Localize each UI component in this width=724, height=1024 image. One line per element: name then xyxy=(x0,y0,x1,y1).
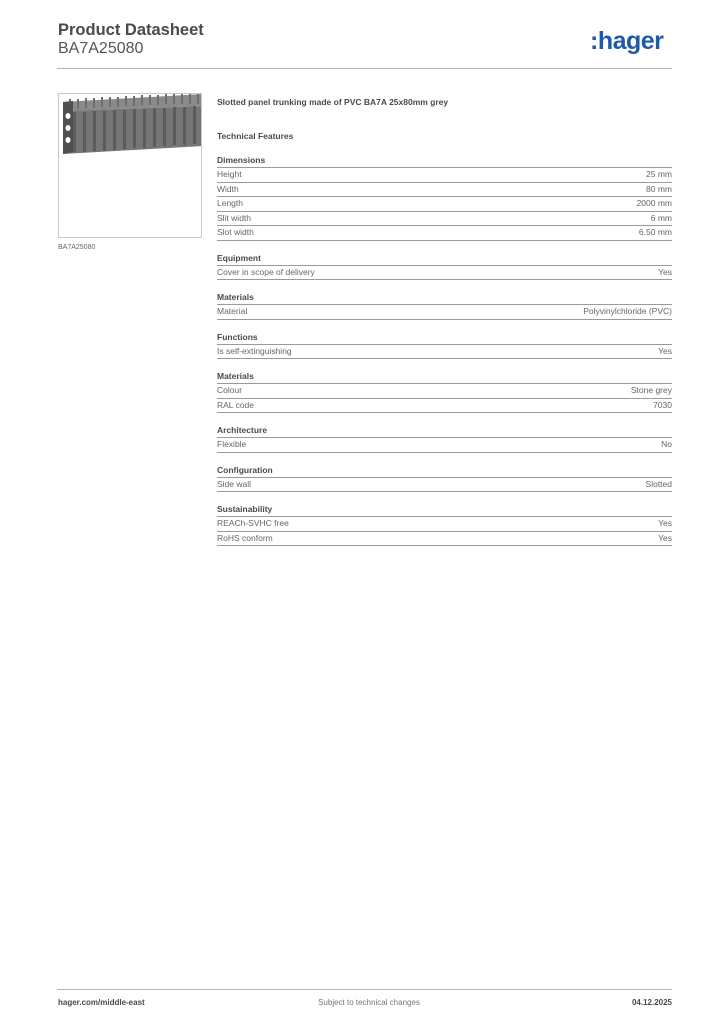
section-title: Functions xyxy=(217,331,672,345)
spec-row xyxy=(217,532,672,547)
spec-label: Cover in scope of delivery xyxy=(217,266,315,277)
section-title: Sustainability xyxy=(217,503,672,517)
section-architecture xyxy=(217,424,672,453)
product-description: Slotted panel trunking made of PVC BA7A 25x80mm grey xyxy=(217,97,449,107)
hager-logo: :hager xyxy=(590,27,664,55)
spec-value: Polyvinylchloride (PVC) xyxy=(583,306,672,316)
spec-label: Flexible xyxy=(217,439,247,449)
spec-label: Slot width xyxy=(217,227,254,237)
spec-label: RAL code xyxy=(217,399,255,410)
footer-notice: Subject to technical changes xyxy=(318,998,420,1007)
spec-value: Stone grey xyxy=(630,385,672,395)
spec-value: 6 mm xyxy=(650,212,672,223)
section-title: Materials xyxy=(217,291,672,305)
spec-value: Yes xyxy=(658,266,672,277)
document-subtitle: BA7A25080 xyxy=(58,40,144,57)
section-title: Dimensions xyxy=(217,154,672,168)
spec-value: No xyxy=(661,439,672,449)
section-title: Materials xyxy=(217,370,672,384)
spec-label: Material xyxy=(217,306,248,316)
image-caption: BA7A25080 xyxy=(58,244,96,251)
spec-value: Yes xyxy=(658,518,672,528)
spec-row xyxy=(217,438,672,453)
section-configuration xyxy=(217,464,672,493)
features-content xyxy=(217,95,672,546)
technical-features-heading: Technical Features xyxy=(217,131,294,141)
section-materials-colour xyxy=(217,370,672,413)
spec-label: Side wall xyxy=(217,478,252,489)
spec-row xyxy=(217,345,672,360)
spec-label: REACh-SVHC free xyxy=(217,518,289,528)
spec-value: 80 mm xyxy=(646,183,672,194)
spec-label: RoHS conform xyxy=(217,532,273,543)
section-title: Equipment xyxy=(217,252,672,266)
section-title: Architecture xyxy=(217,424,672,438)
spec-row xyxy=(217,197,672,212)
spec-row xyxy=(217,305,672,320)
cable-trunking-product-photo xyxy=(59,94,202,238)
spec-row xyxy=(217,384,672,399)
spec-row xyxy=(217,226,672,241)
spec-label: Slit width xyxy=(217,212,252,223)
spec-row xyxy=(217,517,672,532)
spec-label: Colour xyxy=(217,385,243,395)
spec-row xyxy=(217,266,672,281)
spec-row xyxy=(217,183,672,198)
spec-label: Length xyxy=(217,198,243,208)
footer-website-link[interactable]: hager.com/middle-east xyxy=(58,998,145,1007)
section-equipment xyxy=(217,252,672,281)
section-dimensions xyxy=(217,154,672,241)
spec-value: 25 mm xyxy=(646,169,672,179)
spec-value: Yes xyxy=(658,345,672,356)
header-divider xyxy=(57,68,672,69)
spec-row xyxy=(217,478,672,493)
section-sustainability xyxy=(217,503,672,546)
section-materials xyxy=(217,291,672,320)
spec-label: Is self-extinguishing xyxy=(217,345,292,356)
spec-value: 7030 xyxy=(653,399,672,410)
product-image xyxy=(58,93,202,238)
section-functions xyxy=(217,331,672,360)
spec-value: 6.50 mm xyxy=(638,227,672,237)
spec-row xyxy=(217,399,672,414)
section-title: Configuration xyxy=(217,464,672,478)
footer-divider xyxy=(57,989,672,990)
spec-value: Yes xyxy=(658,532,672,543)
spec-label: Height xyxy=(217,169,242,179)
spec-value: Slotted xyxy=(645,478,672,489)
footer-date: 04.12.2025 xyxy=(631,998,672,1007)
spec-row xyxy=(217,212,672,227)
document-title: Product Datasheet xyxy=(58,21,204,39)
spec-label: Width xyxy=(217,183,239,194)
spec-value: 2000 mm xyxy=(636,198,672,208)
spec-row xyxy=(217,168,672,183)
